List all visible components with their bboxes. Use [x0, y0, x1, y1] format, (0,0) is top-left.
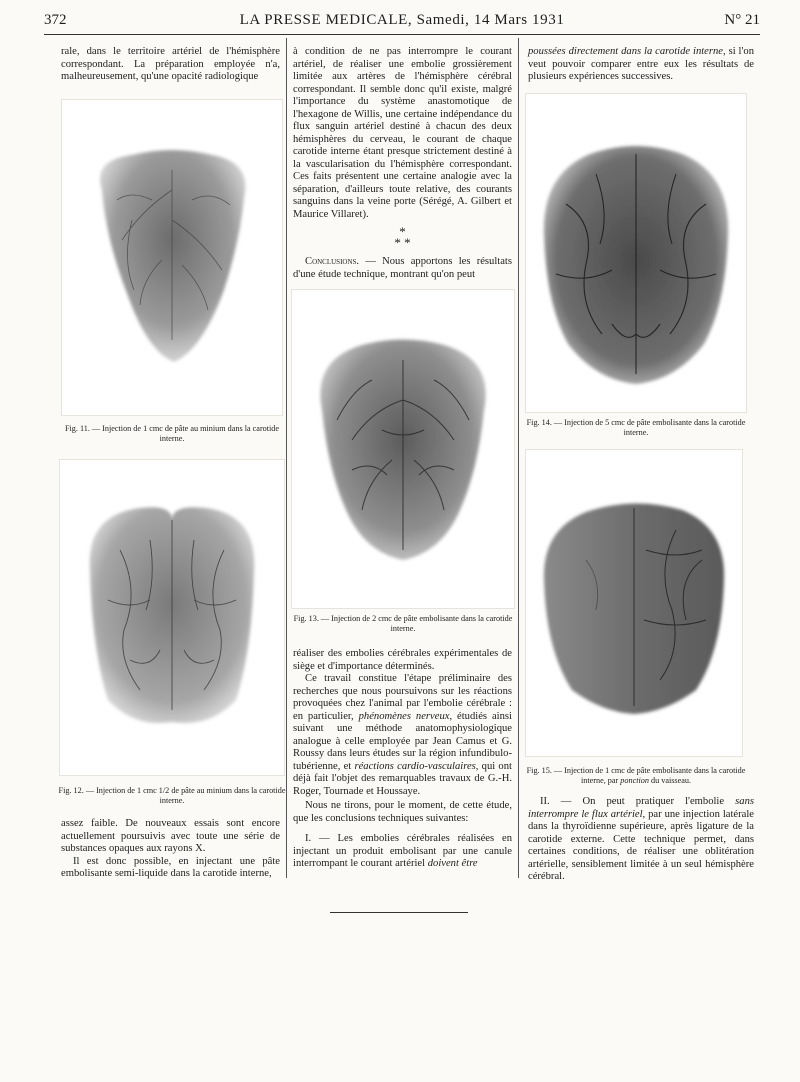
figure-14 [526, 94, 746, 412]
col3-p2-part-a: II. — On peut pratiquer l'embolie [540, 796, 736, 807]
col3-p1-rest: , si l'on veut pouvoir comparer entre eux les résultats de plusieurs expériences successives. [528, 46, 754, 82]
col1-bottom-text [61, 818, 280, 881]
col2-paragraph-1: à condition de ne pas interrompre le courant artériel, de réaliser une embolie grossièrement limitée aux artères de l'hémisphère cérébral correspondant. Il semble donc qu'il existe, malgré l'importance du système anastomotique de l'hexagone de Willis, une certaine indépendance du flux sanguin artériel destiné à chacun des deux hémisphères du cerveau, le courant de chaque carotide interne étant presque strictement destiné à la vascularisation du l'hémisphère correspondant. Ces faits présentent une certaine analogie avec la séparation, d'ailleurs toute relative, des courants sanguins dans la veine porte (Sérégé, A. Gilbert et Maurice Villaret). [293, 46, 512, 220]
col2-paragraph-4 [293, 673, 512, 798]
header-rule [44, 34, 760, 35]
brain-angiogram-image [292, 290, 514, 608]
col3-p1-italic: poussées directement dans la carotide interne [528, 46, 724, 57]
col2-p6-part-a: I. — Les embolies cérébrales réalisées en injectant un produit embolisant par une canule interrompant le courant artériel [293, 833, 512, 869]
col1-top-paragraph: rale, dans le territoire artériel de l'hémisphère correspondant. La préparation employée n'a, malheureusement, qu'une opacité radiologique [61, 46, 280, 82]
col3-p2-part-b: , par une injection latérale dans la thyroïdienne supérieure, après ligature de la carotide externe. Cette technique permet, dans certaines conditions, de réaliser une oblitération artérielle, sensiblement limitée à un seul hémisphère cérébral. [528, 808, 754, 882]
col1-top-text [61, 46, 280, 84]
col3-p2-italic: sans interrompre le flux artériel [528, 796, 754, 820]
figure-15-caption [522, 766, 750, 786]
col2-p6-italic: doivent être [427, 858, 478, 869]
conclusions-intro: — Nous apportons les résultats d'une étude technique, montrant qu'on peut [293, 256, 512, 280]
figure-11 [62, 100, 282, 415]
journal-title: LA PRESSE MEDICALE, Samedi, 14 Mars 1931 [239, 12, 565, 28]
col2-paragraph-5: Nous ne tirons, pour le moment, de cette étude, que les conclusions techniques suivantes: [293, 800, 512, 824]
col2-conclusions-text [293, 256, 512, 281]
figure-12 [60, 460, 284, 775]
brain-angiogram-image [526, 94, 746, 412]
figure-15 [526, 450, 742, 756]
col3-bottom-text [528, 796, 754, 884]
column-divider-right [518, 38, 519, 878]
figure-13 [292, 290, 514, 608]
col3-paragraph-2 [528, 796, 754, 884]
end-rule [330, 912, 468, 913]
figure-11-caption: Fig. 11. — Injection de 1 cmc de pâte au minium dans la carotide interne. [64, 424, 280, 443]
figure-15-caption-italic: ponction [620, 776, 649, 785]
figure-15-caption-a: Fig. 15. — Injection de 1 cmc de pâte embolisante dans la carotide interne, par [526, 766, 746, 785]
page-number: 372 [44, 12, 67, 28]
col1-bottom-paragraph-1: assez faible. De nouveaux essais sont encore actuellement poursuivis avec toute une série de substances opaques aux rayons X. [61, 818, 280, 854]
col2-top-text [293, 46, 512, 221]
issue-number: N° 21 [724, 12, 760, 28]
figure-14-caption: Fig. 14. — Injection de 5 cmc de pâte embolisante dans la carotide interne. [526, 418, 746, 437]
brain-angiogram-image [60, 460, 284, 775]
column-divider-left [286, 38, 287, 878]
star-bottom: * * [394, 235, 411, 250]
figure-13-caption: Fig. 13. — Injection de 2 cmc de pâte embolisante dans la carotide interne. [293, 614, 513, 633]
col2-p4-part-a: Ce travail constitue l'étape préliminaire des recherches que nous poursuivons sur les réactions provoquées chez l'animal par l'embolie cérébrale : en particulier, [293, 673, 512, 722]
conclusions-heading: Conclusions. [305, 256, 360, 267]
col2-p4-italic-1: phénomènes nerveux [358, 710, 450, 722]
col1-bottom-paragraph-2: Il est donc possible, en injectant une pâte embolisante semi-liquide dans la carotide interne, [61, 855, 280, 879]
col3-paragraph-1 [528, 46, 754, 84]
col2-p4-part-c: , qui ont déjà fait l'objet des remarquables travaux de G.-H. Roger, Tournade et Houssaye. [293, 760, 512, 797]
page-header [44, 10, 760, 32]
star-top: * [399, 224, 406, 239]
col3-top-text [528, 46, 754, 84]
section-separator-stars [293, 226, 512, 248]
col2-paragraph-6 [293, 833, 512, 871]
col2-p4-italic-2: réactions cardio-vasculaires [354, 760, 476, 772]
brain-angiogram-image [526, 450, 742, 756]
col2-p4-part-b: , étudiés ainsi suivant une méthode anatomophysiologique analogue à celle employée par Jean Camus et G. Roussy dans leurs études sur la région infundibulo-tubérienne, et [293, 710, 512, 772]
col2-paragraph-3: réaliser des embolies cérébrales expérimentales de siège et d'importance déterminés. [293, 648, 512, 672]
brain-angiogram-image [62, 100, 282, 415]
figure-12-caption: Fig. 12. — Injection de 1 cmc 1/2 de pâte au minium dans la carotide interne. [58, 786, 286, 805]
figure-15-caption-b: du vaisseau. [648, 776, 692, 785]
col2-bottom-text [293, 648, 512, 871]
